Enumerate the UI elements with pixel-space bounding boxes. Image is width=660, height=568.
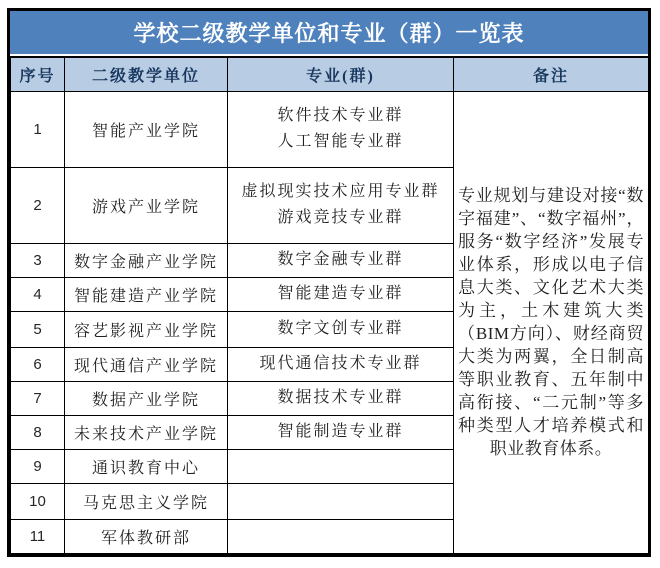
major-group-line: 虚拟现实技术应用专业群 xyxy=(241,183,440,200)
majors-cell xyxy=(228,381,454,415)
major-group-line: 现代通信技术专业群 xyxy=(259,355,422,372)
row-number-cell: 3 xyxy=(11,243,65,277)
teaching-unit-cell: 军体教研部 xyxy=(65,519,228,553)
teaching-unit-cell: 数字金融产业学院 xyxy=(65,243,228,277)
row-number-cell: 5 xyxy=(11,311,65,347)
col-header-unit: 二级教学单位 xyxy=(65,57,228,91)
row-number-cell: 7 xyxy=(11,381,65,415)
table-title: 学校二级教学单位和专业（群）一览表 xyxy=(133,21,525,46)
teaching-unit-cell: 智能建造产业学院 xyxy=(65,277,228,311)
col-header-no: 序号 xyxy=(11,57,65,91)
row-number-cell: 9 xyxy=(11,449,65,483)
teaching-unit-cell: 游戏产业学院 xyxy=(65,167,228,243)
majors-cell xyxy=(228,415,454,449)
row-number-cell: 4 xyxy=(11,277,65,311)
data-table xyxy=(10,56,649,554)
majors-cell xyxy=(228,347,454,381)
majors-cell xyxy=(228,519,454,553)
major-group-line: 数字文创专业群 xyxy=(277,320,404,337)
teaching-unit-cell: 现代通信产业学院 xyxy=(65,347,228,381)
teaching-unit-cell: 数据产业学院 xyxy=(65,381,228,415)
majors-cell xyxy=(228,91,454,167)
majors-cell xyxy=(228,167,454,243)
major-group-line: 数据技术专业群 xyxy=(277,389,404,406)
major-group-line: 智能建造专业群 xyxy=(277,285,404,302)
majors-cell xyxy=(228,483,454,519)
row-number-cell: 10 xyxy=(11,483,65,519)
majors-cell xyxy=(228,449,454,483)
major-group-line: 数字金融专业群 xyxy=(277,251,404,268)
col-header-remarks: 备注 xyxy=(454,57,649,91)
majors-cell xyxy=(228,277,454,311)
units-majors-table xyxy=(7,8,651,557)
header-row xyxy=(11,57,649,91)
col-header-majors: 专业(群) xyxy=(228,57,454,91)
major-group-line: 人工智能专业群 xyxy=(277,133,404,150)
table-body xyxy=(11,91,649,553)
majors-cell xyxy=(228,311,454,347)
major-group-line: 游戏竞技专业群 xyxy=(277,209,404,226)
teaching-unit-cell: 容艺影视产业学院 xyxy=(65,311,228,347)
row-number-cell: 8 xyxy=(11,415,65,449)
row-number-cell: 2 xyxy=(11,167,65,243)
row-number-cell: 1 xyxy=(11,91,65,167)
teaching-unit-cell: 智能产业学院 xyxy=(65,91,228,167)
teaching-unit-cell: 未来技术产业学院 xyxy=(65,415,228,449)
row-number-cell: 6 xyxy=(11,347,65,381)
row-number-cell: 11 xyxy=(11,519,65,553)
majors-cell xyxy=(228,243,454,277)
table-title-bar xyxy=(10,11,648,56)
table-row xyxy=(11,91,649,167)
teaching-unit-cell: 马克思主义学院 xyxy=(65,483,228,519)
major-group-line: 智能制造专业群 xyxy=(277,423,404,440)
teaching-unit-cell: 通识教育中心 xyxy=(65,449,228,483)
remarks-cell: 专业规划与建设对接“数字福建”、“数字福州”，服务“数字经济”发展专业体系，形成以电子信息大类、文化艺术大类为主，土木建筑大类（BIM方向）、财经商贸大类为两翼，全日制高等职业教育、五年制中高衔接、“二元制”等多种类型人才培养模式和职业教育体系。 xyxy=(454,91,649,553)
major-group-line: 软件技术专业群 xyxy=(277,107,404,124)
